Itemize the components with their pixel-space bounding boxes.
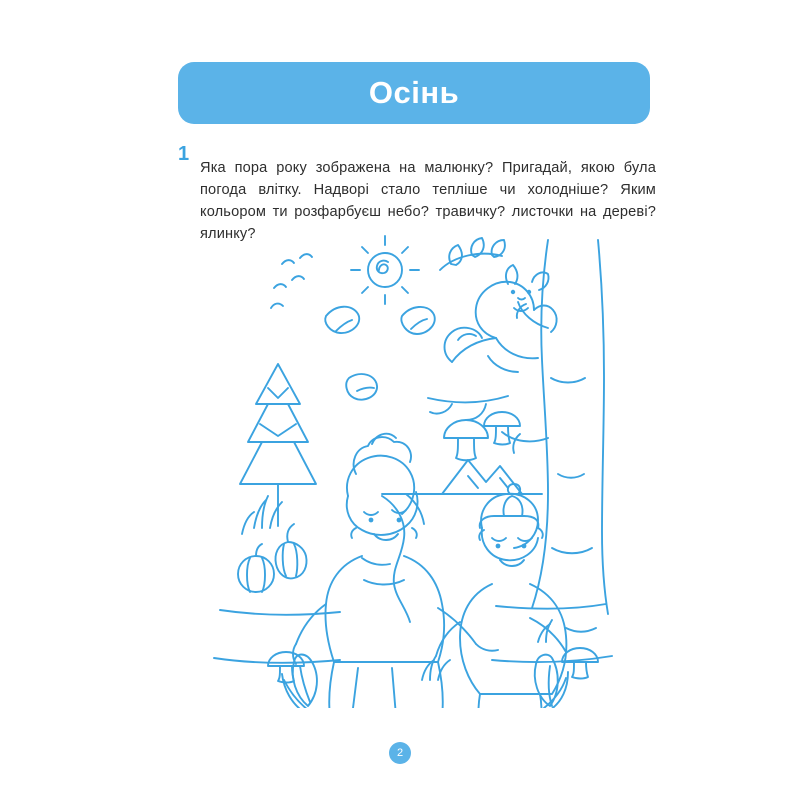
- squirrel-icon: [445, 265, 557, 372]
- page-title: Осінь: [368, 75, 460, 110]
- pumpkins-icon: [238, 524, 307, 592]
- page-title-banner: [178, 62, 650, 124]
- sun-icon: [351, 236, 419, 304]
- illustration: [196, 228, 626, 708]
- birds-icon: [271, 254, 312, 308]
- fir-tree-icon: [240, 364, 316, 526]
- page-number: 2: [389, 742, 411, 764]
- branch-leaves-icon: [440, 238, 505, 270]
- task-number: 1: [178, 143, 190, 165]
- task-text: Яка пора року зображена на малюнку? Пригадай, якою була погода влітку. Надворі стало тепліше чи холодніше? Яким кольором ти розфарбуєш небо? травичку? листочки на дереві? ялинку?: [200, 159, 656, 243]
- mushrooms-icon: [444, 412, 520, 460]
- falling-leaves-icon: [325, 307, 434, 400]
- branch-icon: [428, 396, 508, 420]
